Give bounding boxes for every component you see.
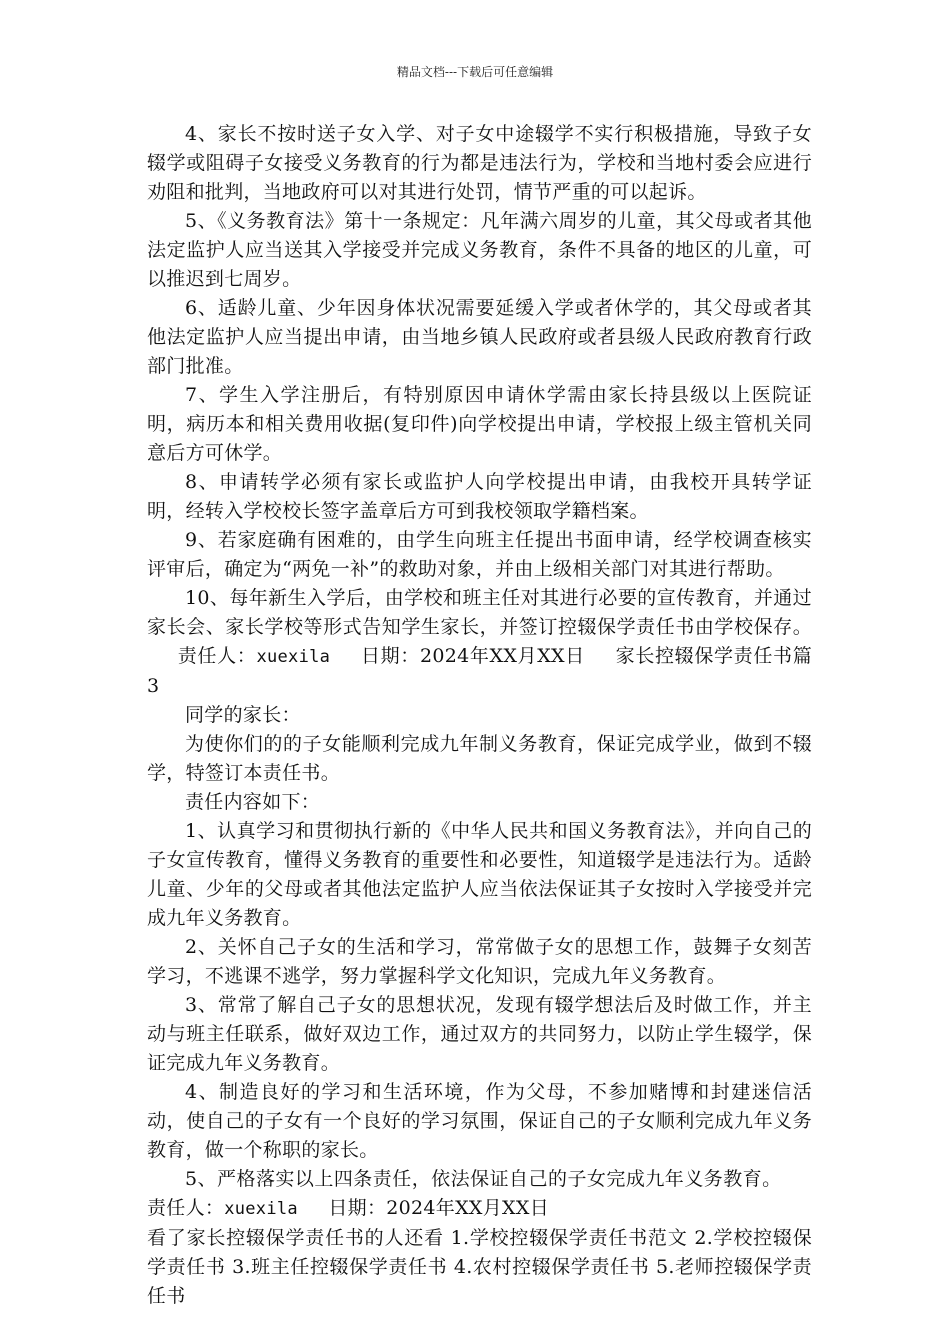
paragraph-5: 5、《义务教育法》第十一条规定：凡年满六周岁的儿童，其父母或者其他法定监护人应当送其入学接受并完成义务教育，条件不具备的地区的儿童，可以推迟到七周岁。 <box>147 210 812 290</box>
page-header: 精品文档---下载后可任意编辑 <box>396 65 554 79</box>
responsible-name: xuexila <box>256 647 331 667</box>
paragraph-10-text: 10、每年新生入学后，由学校和班主任对其进行必要的宣传教育，并通过家长会、家长学校等形式告知学生家长，并签订控辍保学责任书由学校保存。 <box>147 587 812 638</box>
responsible-label: 责任人： <box>177 645 257 667</box>
responsible-name: xuexila <box>224 1199 298 1219</box>
date-text: 日期：2024年XX月XX日 <box>360 645 585 667</box>
responsible-label: 责任人： <box>147 1197 225 1219</box>
paragraph-9: 9、若家庭确有困难的，由学生向班主任提出书面申请，经学校调查核实评审后，确定为“两免一补”的救助对象，并由上级相关部门对其进行帮助。 <box>147 529 812 580</box>
paragraph-10 <box>147 584 812 701</box>
paragraph-6: 6、适龄儿童、少年因身体状况需要延缓入学或者休学的，其父母或者其他法定监护人应当提出申请，由当地乡镇人民政府或者县级人民政府教育行政部门批准。 <box>147 297 812 377</box>
document-body <box>147 120 812 1311</box>
content-item-5-text: 5、严格落实以上四条责任，依法保证自己的子女完成九年义务教育。 <box>185 1168 782 1190</box>
content-item-1: 1、认真学习和贯彻执行新的《中华人民共和国义务教育法》，并向自己的子女宣传教育，懂得义务教育的重要性和必要性，知道辍学是违法行为。适龄儿童、少年的父母或者其他法定监护人应当依法保证其子女按时入学接受并完成九年义务教育。 <box>147 820 812 929</box>
content-item-3: 3、常常了解自己子女的思想状况，发现有辍学想法后及时做工作，并主动与班主任联系，做好双边工作，通过双方的共同努力，以防止学生辍学，保证完成九年义务教育。 <box>147 994 812 1074</box>
content-item-5 <box>147 1165 812 1224</box>
section-title-3: 家长控辍保学责任书篇3 <box>147 645 812 697</box>
paragraph-7: 7、学生入学注册后，有特别原因申请休学需由家长持县级以上医院证明，病历本和相关费用收据(复印件)向学校提出申请，学校报上级主管机关同意后方可休学。 <box>147 384 812 464</box>
paragraph-4: 4、家长不按时送子女入学、对子女中途辍学不实行积极措施，导致子女辍学或阻碍子女接受义务教育的行为都是违法行为，学校和当地村委会应进行劝阻和批判，当地政府可以对其进行处罚，情节严重的可以起诉。 <box>147 123 812 203</box>
paragraph-8: 8、申请转学必须有家长或监护人向学校提出申请，由我校开具转学证明，经转入学校校长签字盖章后方可到我校领取学籍档案。 <box>147 471 812 522</box>
related-links: 看了家长控辍保学责任书的人还看 1.学校控辍保学责任书范文 2.学校控辍保学责任书 3.班主任控辍保学责任书 4.农村控辍保学责任书 5.老师控辍保学责任书 <box>147 1227 812 1307</box>
content-item-2: 2、关怀自己子女的生活和学习，常常做子女的思想工作，鼓舞子女刻苦学习，不逃课不逃学，努力掌握科学文化知识，完成九年义务教育。 <box>147 936 812 987</box>
greeting: 同学的家长： <box>185 704 301 726</box>
content-heading: 责任内容如下： <box>185 791 321 813</box>
content-item-4: 4、制造良好的学习和生活环境，作为父母，不参加赌博和封建迷信活动，使自己的子女有一个良好的学习氛围，保证自己的子女顺利完成九年义务教育，做一个称职的家长。 <box>147 1081 812 1161</box>
date-text: 日期：2024年XX月XX日 <box>328 1197 550 1219</box>
intro-paragraph: 为使你们的的子女能顺利完成九年制义务教育，保证完成学业，做到不辍学，特签订本责任书。 <box>147 733 812 784</box>
